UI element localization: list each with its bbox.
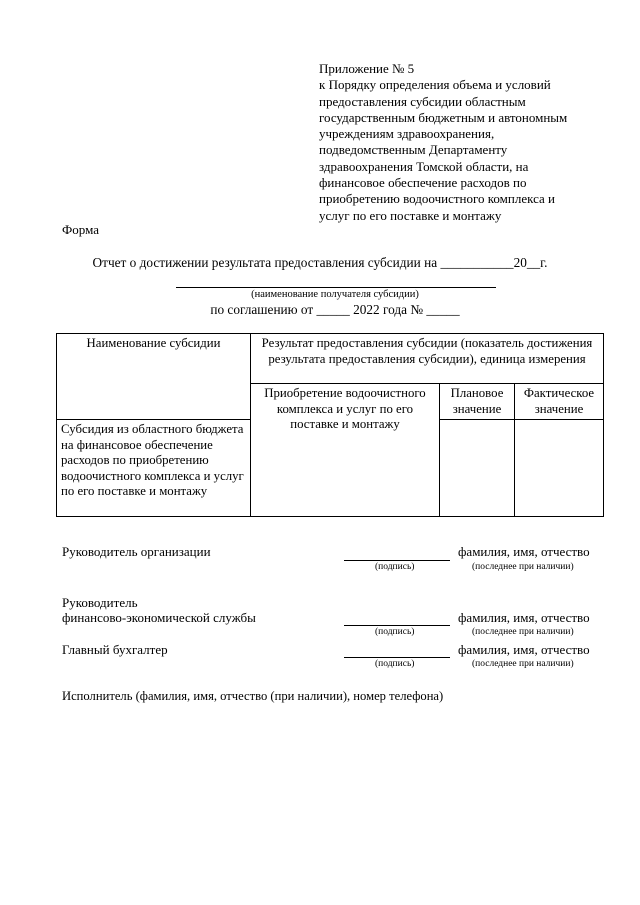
executor-line: Исполнитель (фамилия, имя, отчество (при наличии), номер телефона): [62, 689, 444, 703]
accountant-fio-caption: (последнее при наличии): [472, 659, 574, 669]
head-signature-line: [344, 560, 450, 561]
finance-signature-line: [344, 625, 450, 626]
head-fio: фамилия, имя, отчество: [458, 544, 590, 559]
finance-fio-caption: (последнее при наличии): [472, 627, 574, 637]
header-actual: Фактическое значение: [515, 384, 604, 420]
appendix-line: государственным бюджетным и автономным: [319, 109, 568, 125]
appendix-line: услуг по его поставке и монтажу: [319, 207, 502, 223]
recipient-underline: [176, 287, 496, 288]
appendix-header: [319, 61, 619, 224]
appendix-line: приобретению водоочистного комплекса и: [319, 191, 555, 207]
accountant-fio: фамилия, имя, отчество: [458, 642, 590, 657]
form-label: Форма: [62, 222, 99, 237]
accountant-signature-line: [344, 657, 450, 658]
finance-fio: фамилия, имя, отчество: [458, 610, 590, 625]
header-result: Результат предоставления субсидии (показатель достижения результата предоставления субсидии), единица измерения: [251, 334, 604, 384]
header-planned: Плановое значение: [440, 384, 515, 420]
subsidy-name-cell: Субсидия из областного бюджета на финансовое обеспечение расходов по приобретению водоочистного комплекса и услуг по его поставке и монтажу: [57, 420, 251, 517]
head-fio-caption: (последнее при наличии): [472, 562, 574, 572]
appendix-line: предоставления субсидии областным: [319, 93, 526, 109]
accountant-signature-caption: (подпись): [375, 659, 415, 669]
head-label: Руководитель организации: [62, 544, 211, 559]
accountant-label: Главный бухгалтер: [62, 642, 168, 657]
appendix-line: к Порядку определения объема и условий: [319, 77, 551, 93]
header-subsidy-name: Наименование субсидии: [57, 334, 251, 420]
planned-value-cell: [440, 420, 515, 517]
finance-label-line2: финансово-экономической службы: [62, 610, 256, 625]
finance-label-line1: Руководитель: [62, 595, 138, 610]
appendix-line: финансовое обеспечение расходов по: [319, 175, 527, 191]
recipient-caption: (наименование получателя субсидии): [251, 289, 419, 300]
appendix-line: Приложение № 5: [319, 61, 415, 76]
appendix-line: подведомственным Департаменту: [319, 142, 508, 158]
finance-signature-caption: (подпись): [375, 627, 415, 637]
report-table: [56, 333, 604, 517]
report-title: Отчет о достижении результата предоставления субсидии на ___________20__г.: [92, 255, 548, 270]
appendix-line: учреждениям здравоохранения,: [319, 126, 495, 142]
agreement-line: по соглашению от _____ 2022 года № _____: [210, 302, 460, 317]
appendix-line: здравоохранения Томской области, на: [319, 158, 529, 174]
head-signature-caption: (подпись): [375, 562, 415, 572]
actual-value-cell: [515, 420, 604, 517]
result-cell: Приобретение водоочистного комплекса и услуг по его поставке и монтажу: [251, 384, 440, 517]
